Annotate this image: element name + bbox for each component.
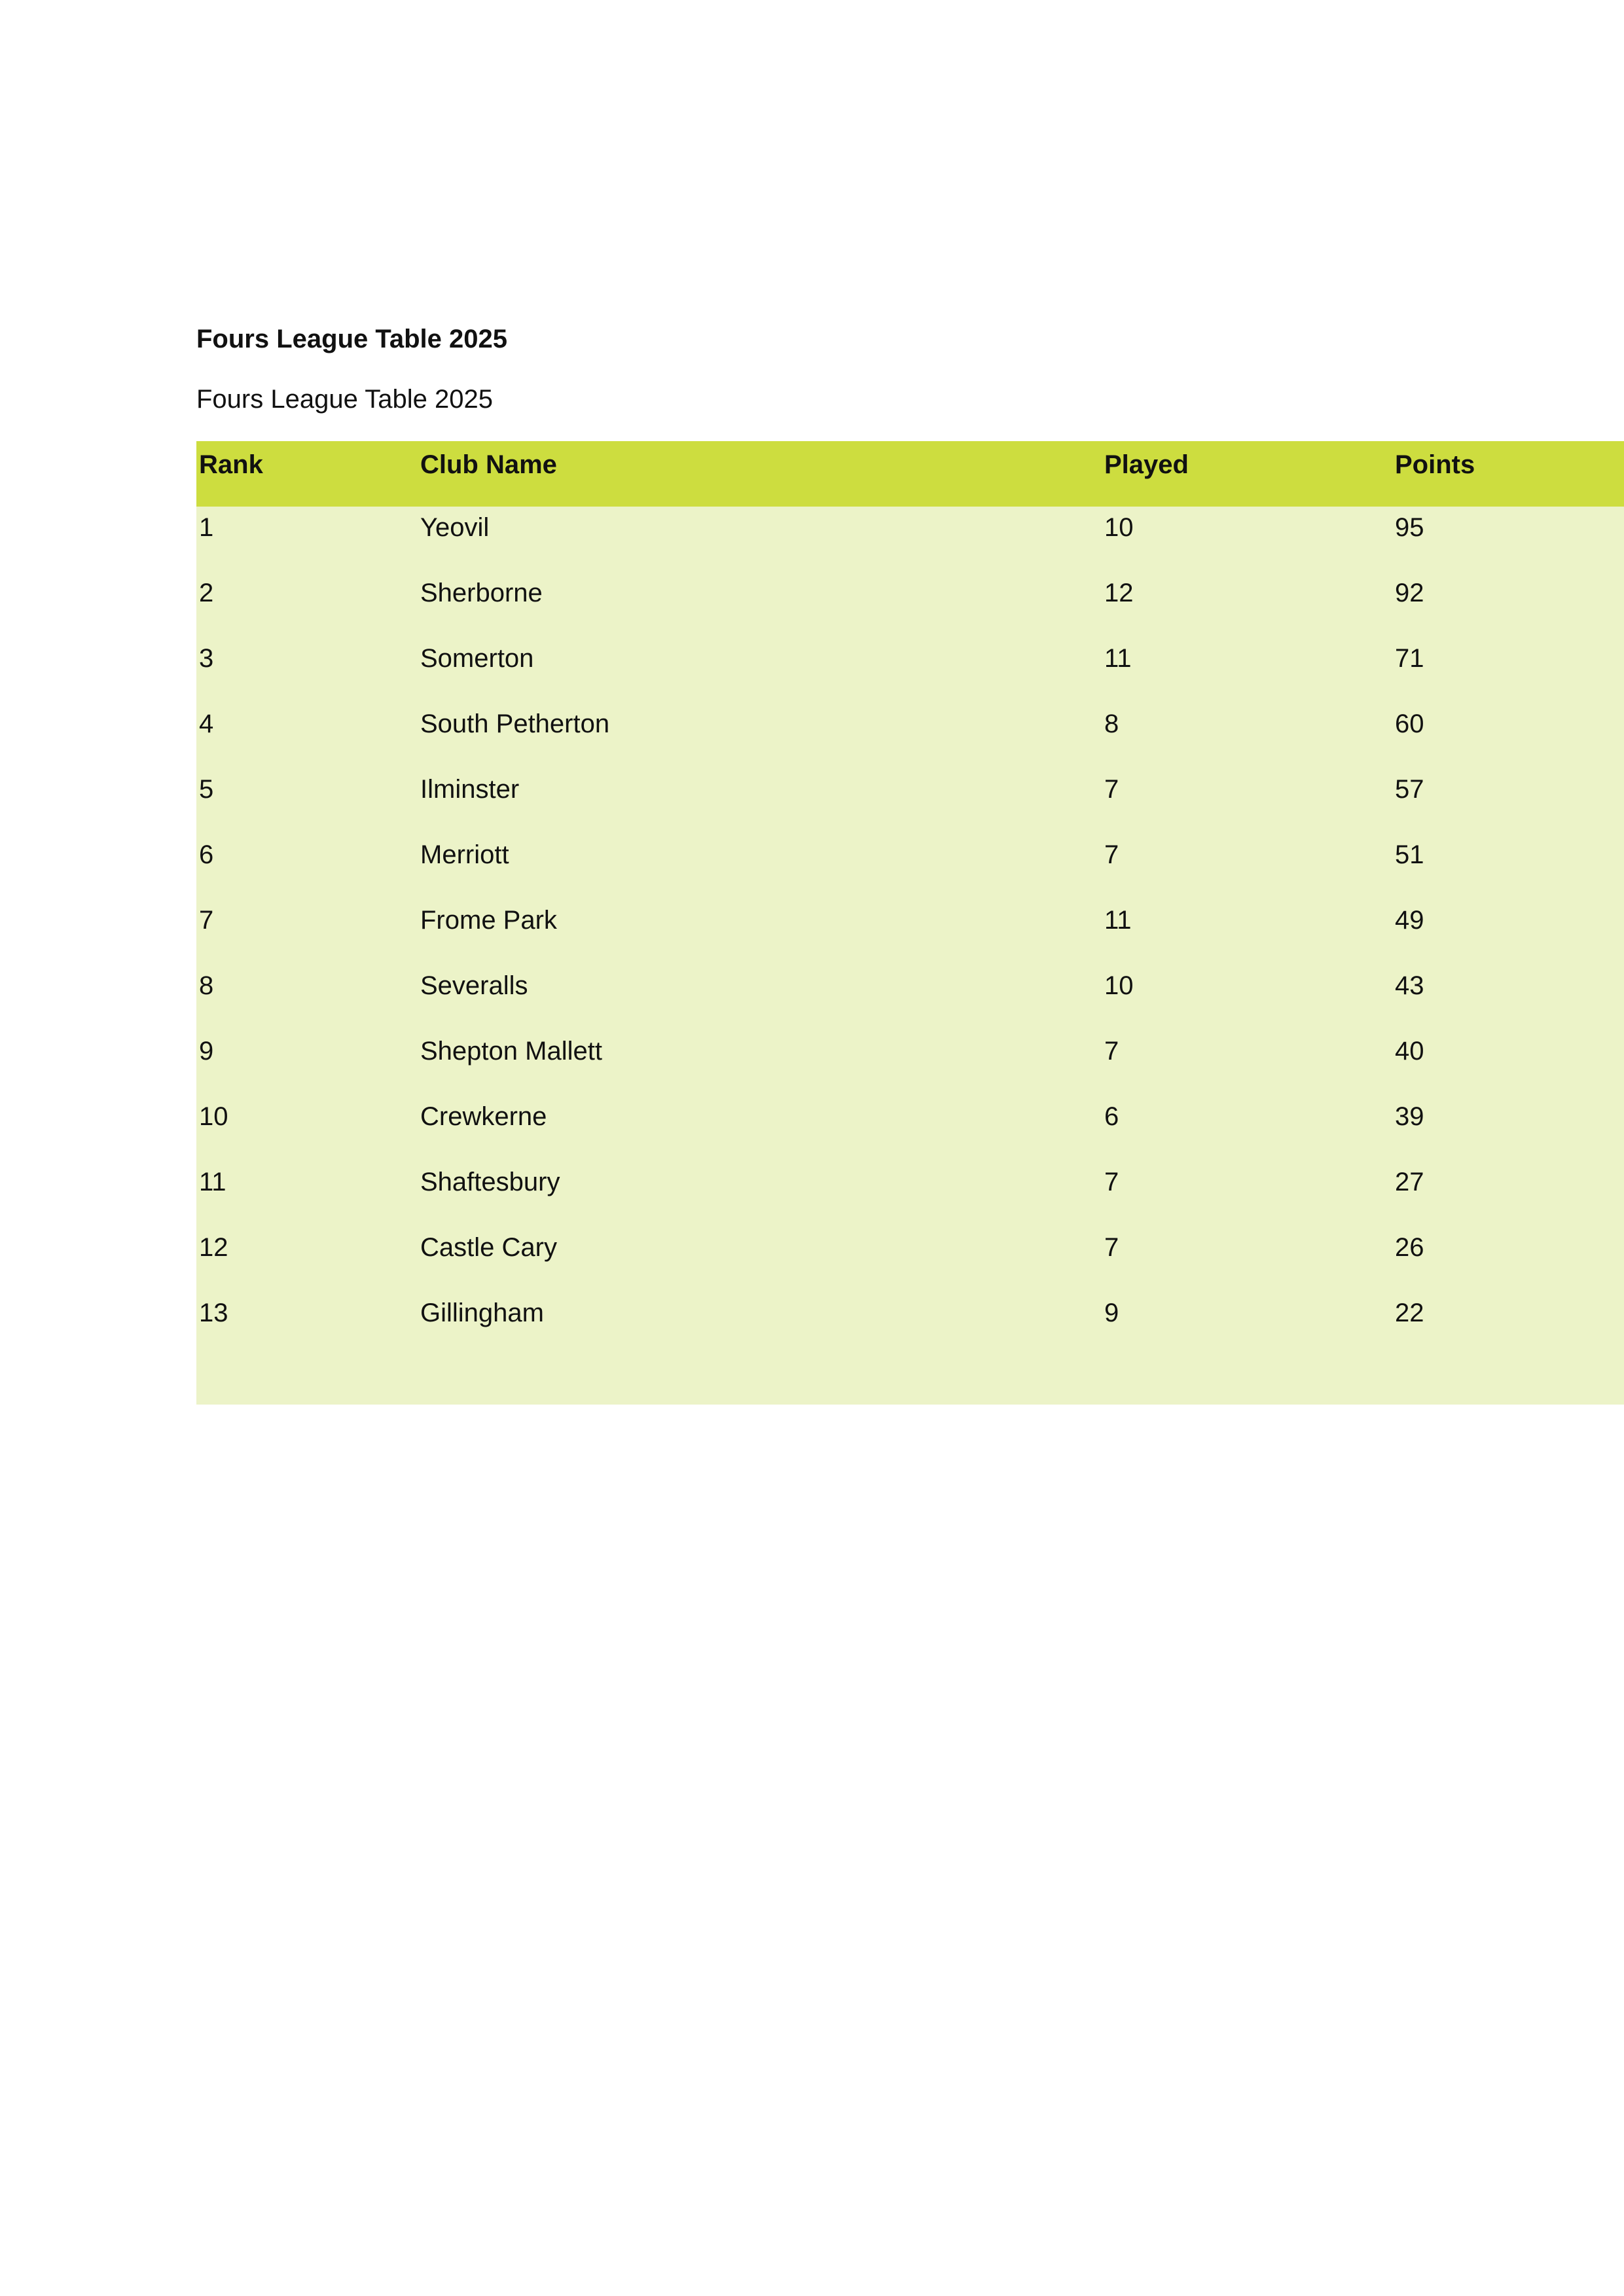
cell-points: 27 xyxy=(1392,1161,1624,1227)
cell-played: 11 xyxy=(1102,899,1392,965)
table-row xyxy=(196,834,1624,899)
cell-played: 7 xyxy=(1102,1161,1392,1227)
cell-points: 49 xyxy=(1392,899,1624,965)
cell-points: 95 xyxy=(1392,507,1624,572)
table-row xyxy=(196,1030,1624,1096)
cell-points: 22 xyxy=(1392,1292,1624,1405)
cell-played: 7 xyxy=(1102,834,1392,899)
cell-played: 7 xyxy=(1102,768,1392,834)
header-rank: Rank xyxy=(196,441,418,507)
table-row xyxy=(196,572,1624,637)
cell-club-name: Castle Cary xyxy=(418,1227,1102,1292)
table-row xyxy=(196,637,1624,703)
cell-rank: 13 xyxy=(196,1292,418,1405)
cell-club-name: Shaftesbury xyxy=(418,1161,1102,1227)
cell-rank: 6 xyxy=(196,834,418,899)
table-header-row xyxy=(196,441,1624,507)
cell-club-name: Merriott xyxy=(418,834,1102,899)
cell-points: 39 xyxy=(1392,1096,1624,1161)
cell-points: 57 xyxy=(1392,768,1624,834)
cell-rank: 11 xyxy=(196,1161,418,1227)
cell-points: 71 xyxy=(1392,637,1624,703)
cell-points: 43 xyxy=(1392,965,1624,1030)
cell-rank: 1 xyxy=(196,507,418,572)
cell-rank: 2 xyxy=(196,572,418,637)
cell-rank: 8 xyxy=(196,965,418,1030)
cell-played: 11 xyxy=(1102,637,1392,703)
page-title: Fours League Table 2025 xyxy=(196,325,507,353)
cell-club-name: South Petherton xyxy=(418,703,1102,768)
cell-points: 92 xyxy=(1392,572,1624,637)
header-played: Played xyxy=(1102,441,1392,507)
cell-rank: 12 xyxy=(196,1227,418,1292)
cell-played: 12 xyxy=(1102,572,1392,637)
header-club-name: Club Name xyxy=(418,441,1102,507)
cell-rank: 7 xyxy=(196,899,418,965)
cell-points: 60 xyxy=(1392,703,1624,768)
cell-club-name: Crewkerne xyxy=(418,1096,1102,1161)
cell-club-name: Yeovil xyxy=(418,507,1102,572)
table-row xyxy=(196,768,1624,834)
cell-played: 7 xyxy=(1102,1227,1392,1292)
cell-points: 40 xyxy=(1392,1030,1624,1096)
cell-played: 6 xyxy=(1102,1096,1392,1161)
cell-played: 7 xyxy=(1102,1030,1392,1096)
cell-rank: 3 xyxy=(196,637,418,703)
cell-played: 10 xyxy=(1102,965,1392,1030)
table-row xyxy=(196,965,1624,1030)
cell-rank: 9 xyxy=(196,1030,418,1096)
cell-club-name: Frome Park xyxy=(418,899,1102,965)
cell-club-name: Somerton xyxy=(418,637,1102,703)
cell-club-name: Shepton Mallett xyxy=(418,1030,1102,1096)
cell-played: 9 xyxy=(1102,1292,1392,1405)
cell-rank: 5 xyxy=(196,768,418,834)
table-row xyxy=(196,1096,1624,1161)
cell-points: 51 xyxy=(1392,834,1624,899)
table-row xyxy=(196,1292,1624,1405)
table-row xyxy=(196,1161,1624,1227)
table-row xyxy=(196,507,1624,572)
cell-played: 8 xyxy=(1102,703,1392,768)
page-subtitle: Fours League Table 2025 xyxy=(196,385,493,414)
league-table xyxy=(196,441,1624,1405)
cell-rank: 4 xyxy=(196,703,418,768)
header-points: Points xyxy=(1392,441,1624,507)
cell-points: 26 xyxy=(1392,1227,1624,1292)
cell-club-name: Sherborne xyxy=(418,572,1102,637)
cell-club-name: Gillingham xyxy=(418,1292,1102,1405)
table-row xyxy=(196,703,1624,768)
cell-played: 10 xyxy=(1102,507,1392,572)
cell-club-name: Severalls xyxy=(418,965,1102,1030)
table-row xyxy=(196,1227,1624,1292)
table-row xyxy=(196,899,1624,965)
cell-club-name: Ilminster xyxy=(418,768,1102,834)
cell-rank: 10 xyxy=(196,1096,418,1161)
